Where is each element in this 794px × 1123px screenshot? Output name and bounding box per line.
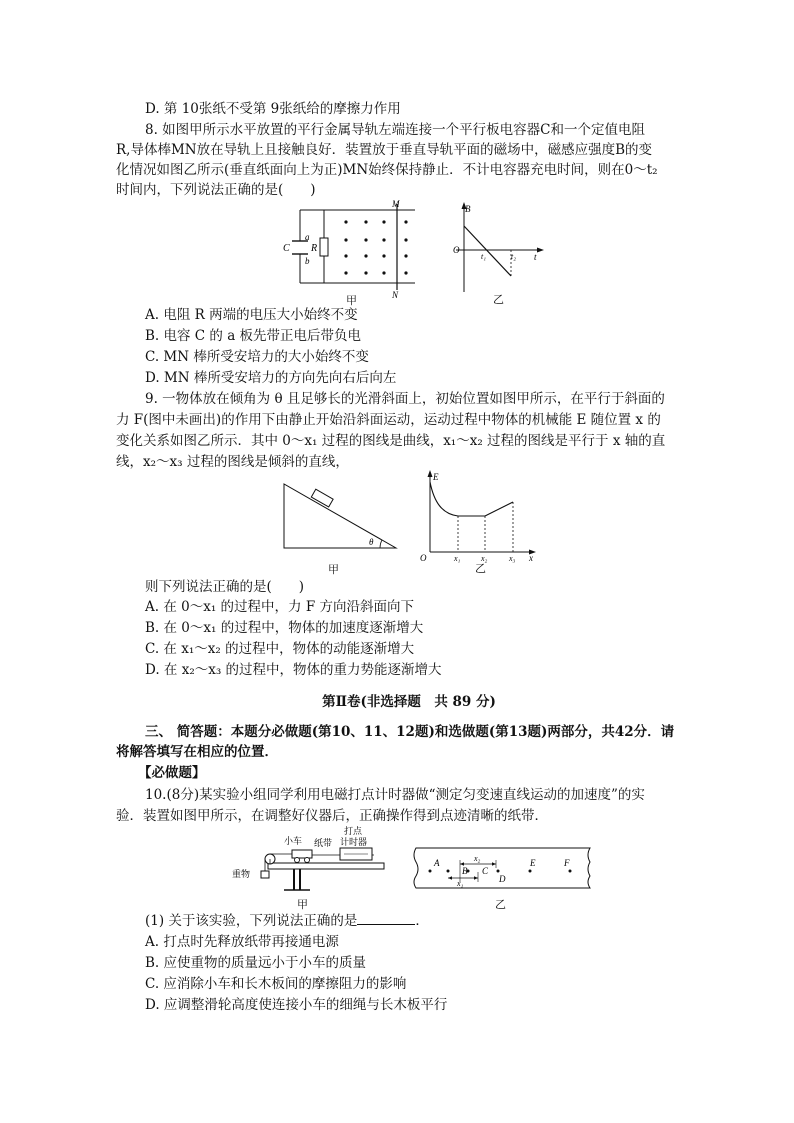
q9-question: 则下列说法正确的是( ) — [145, 579, 305, 595]
cart-label: 小车 — [284, 836, 303, 846]
point-f-label: F — [564, 858, 570, 868]
q8-figure-b-caption: 乙 — [493, 293, 504, 306]
timer-label-1: 打点 — [344, 826, 363, 836]
q8-stem-line-4: 时间内，下列说法正确的是( ) — [116, 182, 316, 198]
t-axis-label: t — [534, 252, 537, 262]
q9-figure-b-caption: 乙 — [475, 562, 486, 575]
x1-label: x₁ — [457, 879, 464, 888]
q9-ex-graph — [418, 468, 540, 564]
q10-option-d: D. 应调整滑轮高度使连接小车的细绳与长木板平行 — [145, 997, 448, 1013]
timer-label-2: 计时器 — [340, 837, 368, 847]
q9-option-a: A. 在 0～x₁ 的过程中，力 F 方向沿斜面向下 — [145, 599, 414, 615]
q9-incline-figure — [280, 480, 400, 552]
q9-option-b: B. 在 0～x₁ 的过程中，物体的加速度逐渐增大 — [145, 620, 424, 636]
q8-option-d: D. MN 棒所受安培力的方向先向右后向左 — [145, 370, 397, 386]
q8-option-c: C. MN 棒所受安培力的大小始终不变 — [145, 349, 369, 365]
point-b-label: B — [462, 866, 468, 876]
q10-sub1-end: ． — [415, 913, 429, 929]
x3-label: x₃ — [509, 554, 516, 563]
e-axis-label: E — [433, 472, 439, 482]
section3-line-2: 将解答填写在相应的位置． — [116, 744, 278, 760]
rod-n-label: N — [392, 290, 399, 300]
point-c-label: C — [482, 866, 489, 876]
b-axis-label: B — [465, 204, 471, 214]
weight-label: 重物 — [232, 869, 251, 879]
q10-option-a: A. 打点时先释放纸带再接通电源 — [145, 934, 339, 950]
q10-option-b: B. 应使重物的质量远小于小车的质量 — [145, 955, 367, 971]
rod-m-label: M — [392, 199, 400, 209]
part2-title: 第Ⅱ卷(非选择题 共 89 分) — [322, 694, 496, 710]
origin-label: O — [453, 245, 460, 255]
t1-label: t₁ — [481, 252, 487, 261]
q10-figure-a-caption: 甲 — [297, 898, 308, 911]
q9-stem-line-2: 力 F(图中未画出)的作用下由静止开始沿斜面运动，运动过程中物体的机械能 E 随位置 x 的 — [116, 412, 661, 428]
point-a-label: A — [434, 858, 440, 868]
q8-figure-a-caption: 甲 — [346, 294, 357, 307]
q10-apparatus-figure — [228, 826, 388, 900]
q7-option-d: D. 第 10张纸不受第 9张纸给的摩擦力作用 — [145, 101, 401, 117]
q9-stem-line-4: 线，x₂～x₃ 过程的图线是倾斜的直线， — [116, 454, 349, 470]
x2-label: x₂ — [474, 854, 481, 863]
q10-stem-line-1: 10.(8分)某实验小组同学利用电磁打点计时器做“测定匀变速直线运动的加速度”的实 — [145, 787, 645, 803]
q8-option-b: B. 电容 C 的 a 板先带正电后带负电 — [145, 328, 362, 344]
section3-line-1: 三、 简答题：本题分必做题(第10、11、12题)和选做题(第13题)两部分，共42分．请 — [145, 724, 675, 740]
q9-stem-line-1: 9. 一物体放在倾角为 θ 且足够长的光滑斜面上，初始位置如图甲所示，在平行于斜面的 — [145, 391, 665, 407]
resistor-label: R — [311, 243, 318, 254]
q8-option-a: A. 电阻 R 两端的电压大小始终不变 — [145, 307, 358, 323]
q10-figure-b-caption: 乙 — [495, 898, 506, 911]
origin-label: O — [420, 553, 427, 563]
q8-stem-line-2: R,导体棒MN放在导轨上且接触良好．装置放于垂直导轨平面的磁场中，磁感应强度B的变 — [116, 142, 653, 158]
q9-option-d: D. 在 x₂～x₃ 的过程中，物体的重力势能逐渐增大 — [145, 662, 442, 678]
q9-stem-line-3: 变化关系如图乙所示．其中 0～x₁ 过程的图线是曲线，x₁～x₂ 过程的图线是平行于 x 轴的直 — [116, 433, 666, 449]
t2-label: t₂ — [511, 252, 517, 261]
theta-label: θ — [369, 537, 374, 547]
plate-b-label: b — [305, 256, 310, 266]
q10-sub1 — [145, 911, 429, 931]
q10-tape-figure — [408, 842, 594, 892]
q9-figure-a-caption: 甲 — [328, 563, 339, 576]
q8-circuit-figure — [280, 198, 420, 306]
q8-stem-line-1: 8. 如图甲所示水平放置的平行金属导轨左端连接一个平行板电容器C和一个定值电阻 — [145, 122, 645, 138]
q8-bt-graph — [448, 200, 548, 296]
required-label: 【必做题】 — [138, 765, 206, 781]
tape-label: 纸带 — [314, 838, 333, 848]
q10-stem-line-2: 验．装置如图甲所示，在调整好仪器后，正确操作得到点迹清晰的纸带． — [116, 808, 548, 824]
plate-a-label: a — [305, 232, 310, 242]
q10-option-c: C. 应消除小车和长木板间的摩擦阻力的影响 — [145, 976, 407, 992]
x-axis-label: x — [529, 553, 533, 563]
answer-blank[interactable] — [357, 912, 415, 925]
q10-sub1-text: (1) 关于该实验，下列说法正确的是 — [145, 913, 358, 929]
point-d-label: D — [499, 874, 506, 884]
q8-stem-line-3: 化情况如图乙所示(垂直纸面向上为正)MN始终保持静止．不计电容器充电时间，则在0～t₂ — [116, 162, 658, 178]
x2-label: x₂ — [481, 554, 488, 563]
capacitor-label: C — [283, 243, 290, 254]
point-e-label: E — [530, 858, 536, 868]
x1-label: x₁ — [454, 554, 461, 563]
q9-option-c: C. 在 x₁～x₂ 的过程中，物体的动能逐渐增大 — [145, 641, 415, 657]
